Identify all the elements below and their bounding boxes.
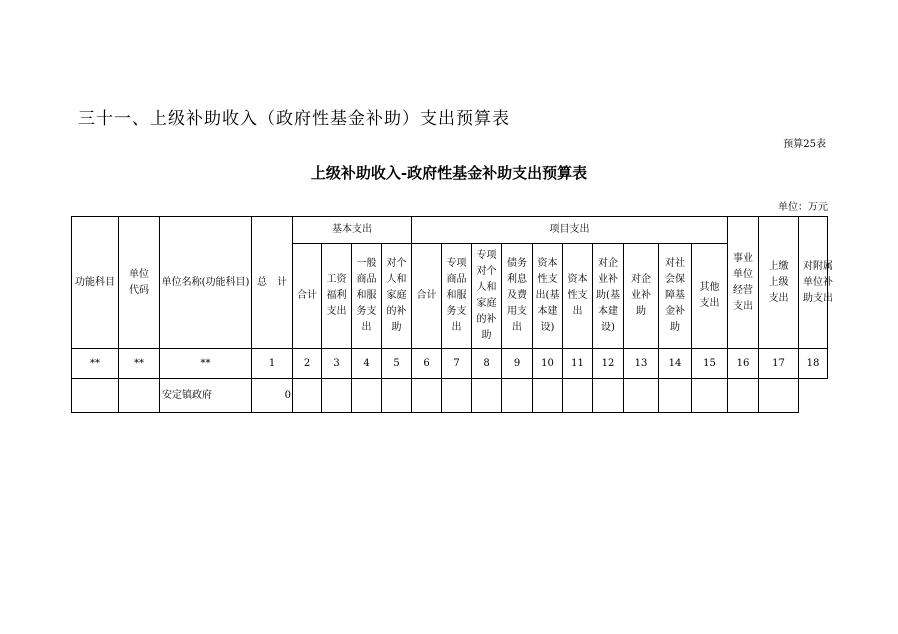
index-unit-name: ** [160,349,252,379]
header-debt-interest: 债务利息及费用支出 [502,244,533,349]
index-number: 5 [382,349,412,379]
index-unit-code: ** [119,349,160,379]
header-subordinate-subsidy: 对附属单位补助支出 [799,217,828,349]
header-wages-welfare: 工资福利支出 [322,244,352,349]
index-number: 15 [692,349,728,379]
index-number: 13 [624,349,659,379]
header-special-goods: 专项商品和服务支出 [442,244,472,349]
index-number: 4 [352,349,382,379]
header-unit-code: 单位代码 [119,217,160,349]
row-cell [692,379,728,413]
index-number: 6 [412,349,442,379]
header-project-subtotal: 合计 [412,244,442,349]
header-project-expense: 项目支出 [412,217,728,244]
row-cell [728,379,759,413]
header-unit-name: 单位名称(功能科目) [160,217,252,349]
index-number: 11 [563,349,593,379]
header-func-subject: 功能科目 [72,217,119,349]
row-cell [352,379,382,413]
header-capital: 资本性支出 [563,244,593,349]
header-capital-basic: 资本性支出(基本建设) [533,244,563,349]
index-number: 10 [533,349,563,379]
row-cell [472,379,502,413]
header-basic-expense: 基本支出 [293,217,412,244]
index-number: 3 [322,349,352,379]
form-number: 预算25表 [783,139,826,150]
header-goods-services: 一般商品和服务支出 [352,244,382,349]
table-row [72,379,828,413]
header-special-personal: 专项对个人和家庭的补助 [472,244,502,349]
index-number: 14 [659,349,692,379]
header-basic-subtotal: 合计 [293,244,322,349]
header-business-operation: 事业单位经营支出 [728,217,759,349]
index-number: 18 [799,349,828,379]
budget-table [71,216,834,413]
index-number: 16 [728,349,759,379]
header-upper-payment: 上缴上级支出 [759,217,799,349]
index-number: 8 [472,349,502,379]
header-total: 总 计 [252,217,293,349]
unit-label: 单位：万元 [778,202,828,213]
row-total: 0 [252,379,293,413]
row-cell [502,379,533,413]
index-row [72,349,828,379]
section-title: 三十一、上级补助收入（政府性基金补助）支出预算表 [78,109,510,129]
row-cell [382,379,412,413]
row-cell [624,379,659,413]
header-personal-family: 对个人和家庭的补助 [382,244,412,349]
header-social-security: 对社会保障基金补助 [659,244,692,349]
index-number: 17 [759,349,799,379]
header-enterprise: 对企业补助 [624,244,659,349]
row-func-subject [72,379,119,413]
row-cell [322,379,352,413]
row-cell [293,379,322,413]
index-number: 9 [502,349,533,379]
row-unit-code [119,379,160,413]
index-number: 2 [293,349,322,379]
table-title: 上级补助收入-政府性基金补助支出预算表 [310,164,588,182]
index-func-subject: ** [72,349,119,379]
row-cell [533,379,563,413]
row-cell [659,379,692,413]
index-number: 12 [593,349,624,379]
index-number: 1 [252,349,293,379]
row-cell [412,379,442,413]
index-number: 7 [442,349,472,379]
row-cell [593,379,624,413]
header-other: 其他支出 [692,244,728,349]
row-unit-name: 安定镇政府 [160,379,252,413]
header-enterprise-basic: 对企业补助(基本建设) [593,244,624,349]
row-cell [442,379,472,413]
row-cell [759,379,799,413]
row-cell [563,379,593,413]
